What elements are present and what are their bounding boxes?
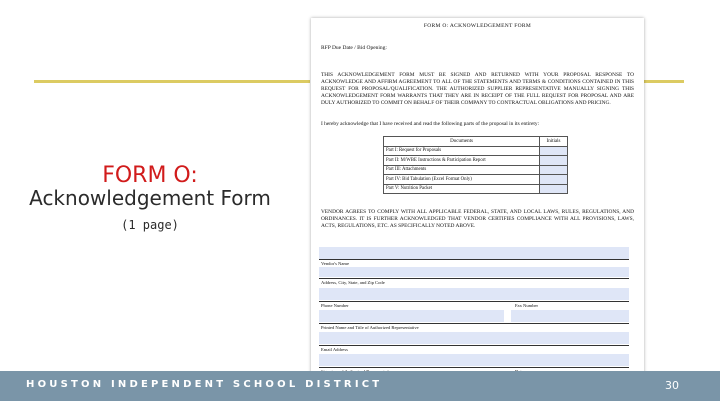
form-header: FORM O: ACKNOWLEDGEMENT FORM	[423, 23, 532, 29]
column-header-initials: Initials	[540, 137, 568, 147]
initials-field[interactable]	[540, 156, 568, 166]
rfp-due-date-label: RFP Due Date / Bid Opening:	[321, 45, 387, 51]
vendor-name-field[interactable]	[319, 247, 629, 259]
acknowledgement-paragraph: THIS ACKNOWLEDGEMENT FORM MUST BE SIGNED AND RETURNED WITH YOUR PROPOSAL RESPONSE TO ACKNOWLEDGE AND AFFIRM AGREEMENT TO ALL OF THE STATEMENTS AND TERMS & CONDITIONS CONTAINED IN THIS REQUEST FOR PROPOSAL/QUALIFICATION. THE AUTHORIZED SUPPLIER REPRESENTATIVE MANUALLY SIGNING THIS ACKNOWLEDGEMENT FORM WARRANTS THAT THEY ARE IN RECEIPT OF THE FULL REQUEST FOR PROPOSAL AND ARE DULY AUTHORIZED TO COMMIT ON BEHALF OF THEIR COMPANY TO CONTRACTUAL OBLIGATIONS AND PRICING.	[321, 72, 634, 106]
fax-label: Fax Number	[515, 303, 539, 308]
form-document-image	[311, 18, 644, 380]
slide-title: FORM O:	[102, 163, 198, 188]
column-header-documents: Documents	[384, 137, 540, 147]
table-row	[384, 156, 568, 166]
document-cell: Part V: Nutrition Packet	[384, 184, 540, 194]
document-cell: Part III: Attachments	[384, 165, 540, 175]
printed-name-label: Printed Name and Title of Authorized Representative	[321, 325, 419, 330]
printed-name-field[interactable]	[319, 332, 629, 344]
divider	[319, 345, 629, 346]
document-cell: Part IV: Bid Tabulation (Excel Format Only)	[384, 175, 540, 185]
divider	[319, 301, 629, 302]
divider	[319, 278, 629, 279]
phone-label: Phone Number	[321, 303, 349, 308]
documents-table	[383, 136, 568, 194]
divider	[319, 259, 629, 260]
initials-field[interactable]	[540, 165, 568, 175]
table-row	[384, 184, 568, 194]
vendor-name-field-2[interactable]	[319, 267, 629, 277]
slide-subtitle: Acknowledgement Form	[29, 186, 271, 210]
district-name: HOUSTON INDEPENDENT SCHOOL DISTRICT	[26, 379, 383, 390]
acknowledge-receipt-line: I hereby acknowledge that I have received and read the following parts of the proposal in its entirety:	[321, 121, 540, 127]
document-cell: Part I: Request for Proposals	[384, 146, 540, 156]
divider	[319, 367, 629, 368]
compliance-paragraph: VENDOR AGREES TO COMPLY WITH ALL APPLICABLE FEDERAL, STATE, AND LOCAL LAWS, RULES, REGULATIONS, AND ORDINANCES. IT IS FURTHER ACKNOWLEDGED THAT VENDOR CERTIFIES COMPLIANCE WITH ALL PROVISIONS, LAWS, ACTS, REGULATIONS, ETC. AS SPECIFICALLY NOTED ABOVE.	[321, 209, 634, 229]
accent-rule-left	[34, 80, 310, 83]
table-row	[384, 146, 568, 156]
initials-field[interactable]	[540, 184, 568, 194]
address-field[interactable]	[319, 288, 629, 300]
divider	[319, 323, 629, 324]
vendor-name-label: Vendor's Name	[321, 261, 349, 266]
footer-band	[0, 371, 720, 401]
email-label: Email Address	[321, 347, 348, 352]
accent-rule-right	[644, 80, 684, 83]
address-label: Address, City, State, and Zip Code	[321, 280, 385, 285]
phone-field[interactable]	[319, 310, 504, 322]
fax-field[interactable]	[511, 310, 629, 322]
page-number: 30	[665, 379, 679, 392]
initials-field[interactable]	[540, 175, 568, 185]
table-header-row	[384, 137, 568, 147]
initials-field[interactable]	[540, 146, 568, 156]
slide-page-count-note: (1 page)	[121, 218, 179, 232]
table-row	[384, 175, 568, 185]
table-row	[384, 165, 568, 175]
email-field[interactable]	[319, 354, 629, 366]
document-cell: Part II: M/WBE Instructions & Participation Report	[384, 156, 540, 166]
